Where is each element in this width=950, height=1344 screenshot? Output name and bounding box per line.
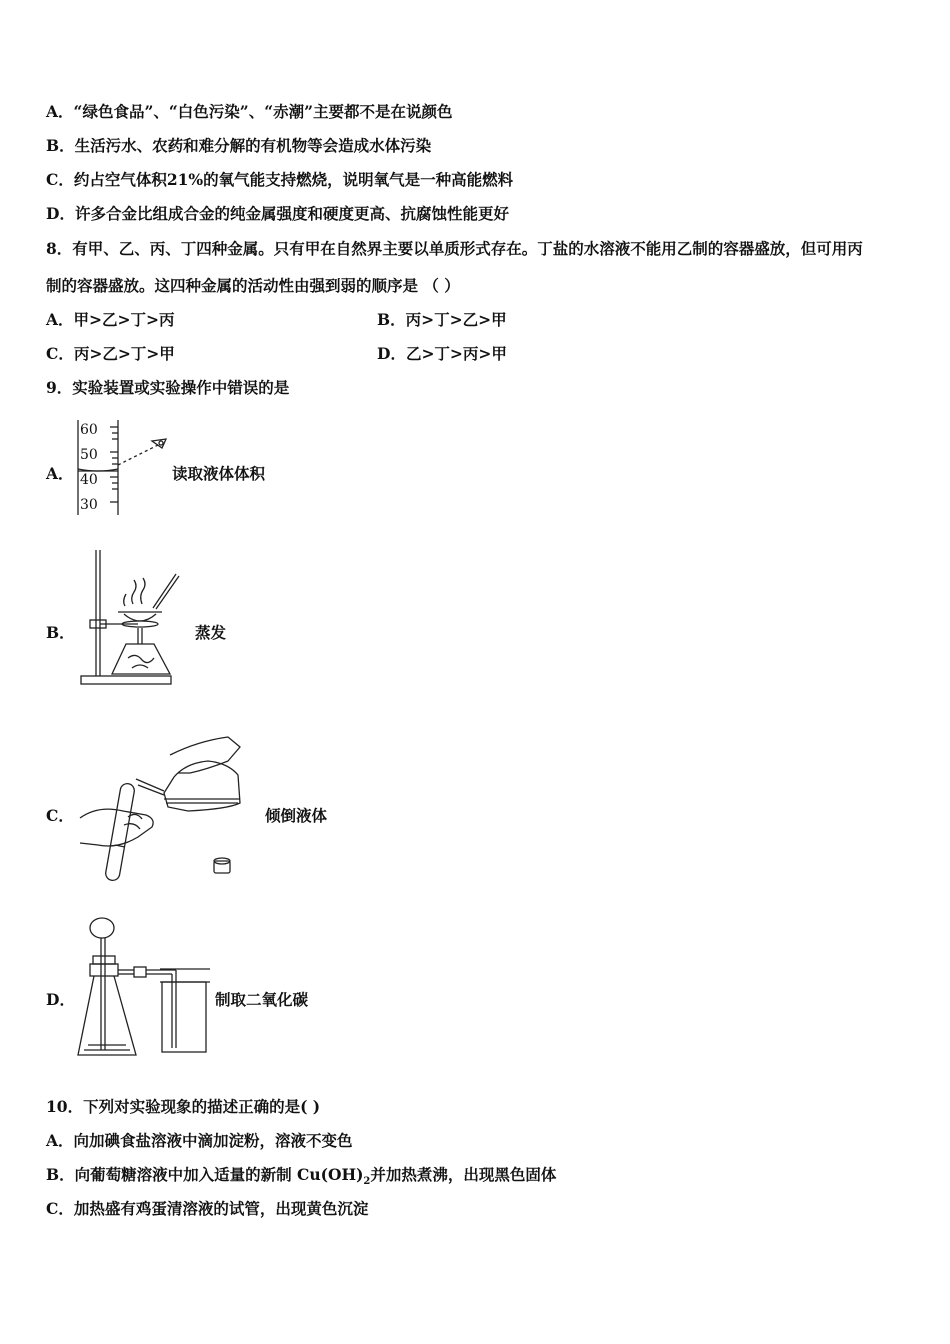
q10-option-a: A．向加碘食盐溶液中滴加淀粉，溶液不变色: [46, 1131, 353, 1150]
tick-label-40: 40: [80, 472, 98, 488]
q9-stem: 9．实验装置或实验操作中错误的是: [46, 378, 290, 397]
q8-option-a: A．甲>乙>丁>丙: [46, 310, 175, 329]
q8-option-c: C．丙>乙>丁>甲: [46, 344, 175, 363]
q8-stem-line1: 8．有甲、乙、丙、丁四种金属。只有甲在自然界主要以单质形式存在。丁盐的水溶液不能用乙制的容器盛放，但可用丙: [46, 239, 863, 258]
q8-option-d: D．乙>丁>丙>甲: [377, 344, 507, 363]
q9-fig-a-label: A．: [46, 464, 74, 483]
q9-fig-c-caption: 倾倒液体: [265, 806, 328, 825]
q8-stem-line2: 制的容器盛放。这四种金属的活动性由强到弱的顺序是 （ ）: [46, 276, 460, 295]
q10-stem: 10．下列对实验现象的描述正确的是( ): [46, 1097, 321, 1116]
q9-fig-a-caption: 读取液体体积: [172, 464, 266, 483]
q10-option-c: C．加热盛有鸡蛋清溶液的试管，出现黄色沉淀: [46, 1199, 369, 1218]
co2-generation-apparatus-figure: [74, 910, 219, 1065]
q9-fig-b-label: B．: [46, 623, 75, 642]
tick-label-50: 50: [80, 447, 98, 463]
pouring-liquid-figure: [78, 733, 248, 883]
tick-label-60: 60: [80, 422, 98, 438]
tick-label-30: 30: [80, 497, 98, 513]
q7-option-d: D．许多合金比组成合金的纯金属强度和硬度更高、抗腐蚀性能更好: [46, 204, 509, 223]
q9-fig-c-label: C．: [46, 806, 74, 825]
q10-option-b: [46, 1165, 556, 1192]
q9-fig-b-caption: 蒸发: [195, 623, 227, 642]
q7-option-b: B．生活污水、农药和难分解的有机物等会造成水体污染: [46, 136, 432, 155]
q7-option-a: A．“绿色食品”、“白色污染”、“赤潮”主要都不是在说颜色: [46, 102, 453, 121]
evaporation-apparatus-figure: [78, 546, 188, 688]
q9-fig-d-caption: 制取二氧化碳: [215, 990, 309, 1009]
q8-option-b: B．丙>丁>乙>甲: [377, 310, 507, 329]
q10-option-b-subscript: 2: [363, 1176, 371, 1188]
q10-option-b-text: B．向葡萄糖溶液中加入适量的新制 Cu(OH): [46, 1165, 364, 1184]
q7-option-c: C．约占空气体积21%的氧气能支持燃烧，说明氧气是一种高能燃料: [46, 170, 514, 189]
q10-option-b-text-end: 并加热煮沸，出现黑色固体: [370, 1165, 557, 1184]
q9-fig-d-label: D．: [46, 990, 75, 1009]
